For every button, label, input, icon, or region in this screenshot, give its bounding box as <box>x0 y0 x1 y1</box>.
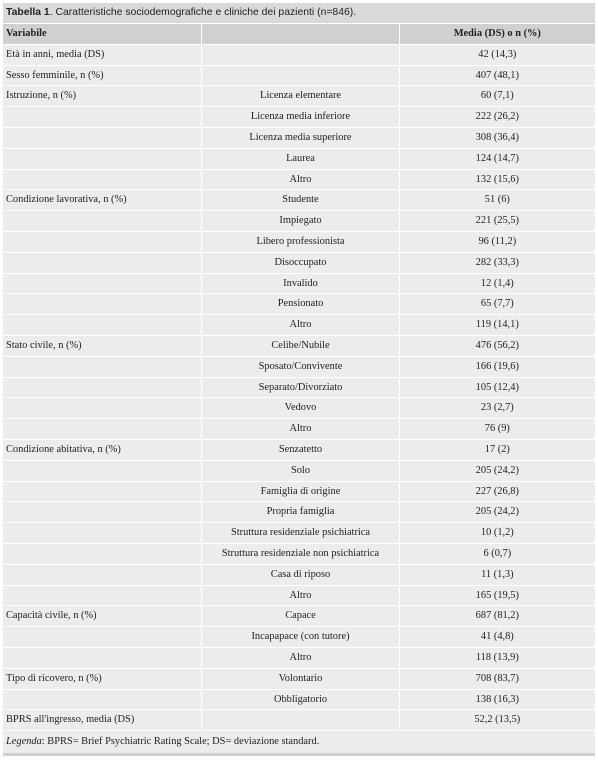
cell-category: Altro <box>202 169 399 190</box>
cell-variable <box>3 107 202 128</box>
table-row <box>3 65 595 86</box>
cell-category: Altro <box>202 647 399 668</box>
cell-variable: BPRS all'ingresso, media (DS) <box>3 710 202 730</box>
cell-variable <box>3 398 202 419</box>
cell-variable <box>3 252 202 273</box>
cell-variable: Capacità civile, n (%) <box>3 606 202 627</box>
table-row <box>3 44 595 65</box>
table-row <box>3 439 595 460</box>
table-row <box>3 127 595 148</box>
header-media: Media (DS) o n (%) <box>399 24 595 45</box>
cell-value: 476 (56,2) <box>399 335 595 356</box>
cell-variable: Condizione lavorativa, n (%) <box>3 190 202 211</box>
cell-variable <box>3 481 202 502</box>
cell-value: 708 (83,7) <box>399 668 595 689</box>
table-row <box>3 86 595 107</box>
table-row <box>3 398 595 419</box>
cell-variable <box>3 647 202 668</box>
cell-variable <box>3 543 202 564</box>
cell-variable <box>3 627 202 648</box>
cell-value: 222 (26,2) <box>399 107 595 128</box>
cell-category: Obbligatorio <box>202 689 399 710</box>
table-caption-label: Tabella 1 <box>6 7 50 18</box>
cell-category: Propria famiglia <box>202 502 399 523</box>
cell-variable <box>3 294 202 315</box>
table-row <box>3 647 595 668</box>
cell-variable <box>3 273 202 294</box>
cell-category: Altro <box>202 419 399 440</box>
cell-variable: Stato civile, n (%) <box>3 335 202 356</box>
table-row <box>3 668 595 689</box>
cell-category: Separato/Divorziato <box>202 377 399 398</box>
cell-value: 11 (1,3) <box>399 564 595 585</box>
cell-category <box>202 710 399 730</box>
cell-variable <box>3 419 202 440</box>
cell-variable <box>3 689 202 710</box>
table-row <box>3 335 595 356</box>
table-row <box>3 294 595 315</box>
cell-value: 124 (14,7) <box>399 148 595 169</box>
table-row <box>3 377 595 398</box>
cell-value: 6 (0,7) <box>399 543 595 564</box>
table-row <box>3 315 595 336</box>
cell-value: 65 (7,7) <box>399 294 595 315</box>
table-body <box>3 44 595 730</box>
cell-value: 96 (11,2) <box>399 231 595 252</box>
cell-variable <box>3 377 202 398</box>
cell-value: 205 (24,2) <box>399 460 595 481</box>
cell-value: 105 (12,4) <box>399 377 595 398</box>
cell-variable <box>3 502 202 523</box>
table-row <box>3 502 595 523</box>
cell-category: Altro <box>202 585 399 606</box>
cell-variable <box>3 211 202 232</box>
cell-category: Licenza elementare <box>202 86 399 107</box>
cell-value: 118 (13,9) <box>399 647 595 668</box>
cell-variable <box>3 315 202 336</box>
legend-label: Legenda <box>6 736 42 748</box>
cell-category: Disoccupato <box>202 252 399 273</box>
cell-value: 60 (7,1) <box>399 86 595 107</box>
table-row <box>3 564 595 585</box>
legend-text: : BPRS= Brief Psychiatric Rating Scale; DS= deviazione standard. <box>41 736 320 748</box>
cell-category: Solo <box>202 460 399 481</box>
cell-category: Famiglia di origine <box>202 481 399 502</box>
cell-value: 42 (14,3) <box>399 44 595 65</box>
cell-value: 132 (15,6) <box>399 169 595 190</box>
table-row <box>3 231 595 252</box>
cell-variable <box>3 460 202 481</box>
cell-variable <box>3 127 202 148</box>
table-row <box>3 107 595 128</box>
cell-value: 17 (2) <box>399 439 595 460</box>
cell-variable <box>3 523 202 544</box>
table-header-row <box>3 24 595 45</box>
cell-category: Casa di riposo <box>202 564 399 585</box>
cell-value: 51 (6) <box>399 190 595 211</box>
table-row <box>3 585 595 606</box>
table-row <box>3 689 595 710</box>
table-caption-text: . Caratteristiche sociodemografiche e cliniche dei pazienti (n=846). <box>49 7 357 18</box>
table-row <box>3 356 595 377</box>
cell-value: 52,2 (13,5) <box>399 710 595 730</box>
table-row <box>3 190 595 211</box>
table-container <box>3 3 595 770</box>
table-row <box>3 211 595 232</box>
table-row <box>3 419 595 440</box>
cell-value: 221 (25,5) <box>399 211 595 232</box>
cell-variable <box>3 564 202 585</box>
cell-value: 76 (9) <box>399 419 595 440</box>
data-table <box>3 23 595 730</box>
cell-variable <box>3 585 202 606</box>
table-row <box>3 169 595 190</box>
cell-category: Celibe/Nubile <box>202 335 399 356</box>
cell-category: Vedovo <box>202 398 399 419</box>
cell-value: 166 (19,6) <box>399 356 595 377</box>
cell-category <box>202 44 399 65</box>
header-variabile: Variabile <box>3 24 202 45</box>
cell-value: 138 (16,3) <box>399 689 595 710</box>
table-row <box>3 523 595 544</box>
cell-category: Studente <box>202 190 399 211</box>
table-row <box>3 710 595 730</box>
cell-value: 227 (26,8) <box>399 481 595 502</box>
cell-value: 205 (24,2) <box>399 502 595 523</box>
cell-category: Invalido <box>202 273 399 294</box>
header-empty <box>202 24 399 45</box>
cell-variable <box>3 356 202 377</box>
table-row <box>3 627 595 648</box>
table-row <box>3 252 595 273</box>
cell-category: Capace <box>202 606 399 627</box>
cell-value: 407 (48,1) <box>399 65 595 86</box>
cell-category: Sposato/Convivente <box>202 356 399 377</box>
cell-value: 282 (33,3) <box>399 252 595 273</box>
cell-variable: Tipo di ricovero, n (%) <box>3 668 202 689</box>
cell-variable: Sesso femminile, n (%) <box>3 65 202 86</box>
cell-category: Struttura residenziale psichiatrica <box>202 523 399 544</box>
table-caption <box>3 3 595 23</box>
cell-category: Volontario <box>202 668 399 689</box>
cell-category: Senzatetto <box>202 439 399 460</box>
cell-value: 23 (2,7) <box>399 398 595 419</box>
cell-value: 10 (1,2) <box>399 523 595 544</box>
cell-variable <box>3 231 202 252</box>
cell-variable <box>3 148 202 169</box>
table-row <box>3 148 595 169</box>
cell-value: 41 (4,8) <box>399 627 595 648</box>
cell-category: Incapapace (con tutore) <box>202 627 399 648</box>
cell-category: Struttura residenziale non psichiatrica <box>202 543 399 564</box>
table-legend <box>3 730 595 753</box>
bottom-rule <box>3 753 595 756</box>
table-row <box>3 543 595 564</box>
cell-category: Impiegato <box>202 211 399 232</box>
cell-variable <box>3 169 202 190</box>
cell-category: Pensionato <box>202 294 399 315</box>
table-row <box>3 481 595 502</box>
cell-category: Altro <box>202 315 399 336</box>
cell-value: 165 (19,5) <box>399 585 595 606</box>
cell-variable: Condizione abitativa, n (%) <box>3 439 202 460</box>
cell-value: 687 (81,2) <box>399 606 595 627</box>
cell-category: Laurea <box>202 148 399 169</box>
cell-value: 119 (14,1) <box>399 315 595 336</box>
table-row <box>3 273 595 294</box>
cell-category: Licenza media superiore <box>202 127 399 148</box>
cell-variable: Istruzione, n (%) <box>3 86 202 107</box>
table-row <box>3 460 595 481</box>
cell-category: Libero professionista <box>202 231 399 252</box>
cell-value: 12 (1,4) <box>399 273 595 294</box>
cell-value: 308 (36,4) <box>399 127 595 148</box>
cell-category <box>202 65 399 86</box>
cell-category: Licenza media inferiore <box>202 107 399 128</box>
cell-variable: Età in anni, media (DS) <box>3 44 202 65</box>
table-row <box>3 606 595 627</box>
